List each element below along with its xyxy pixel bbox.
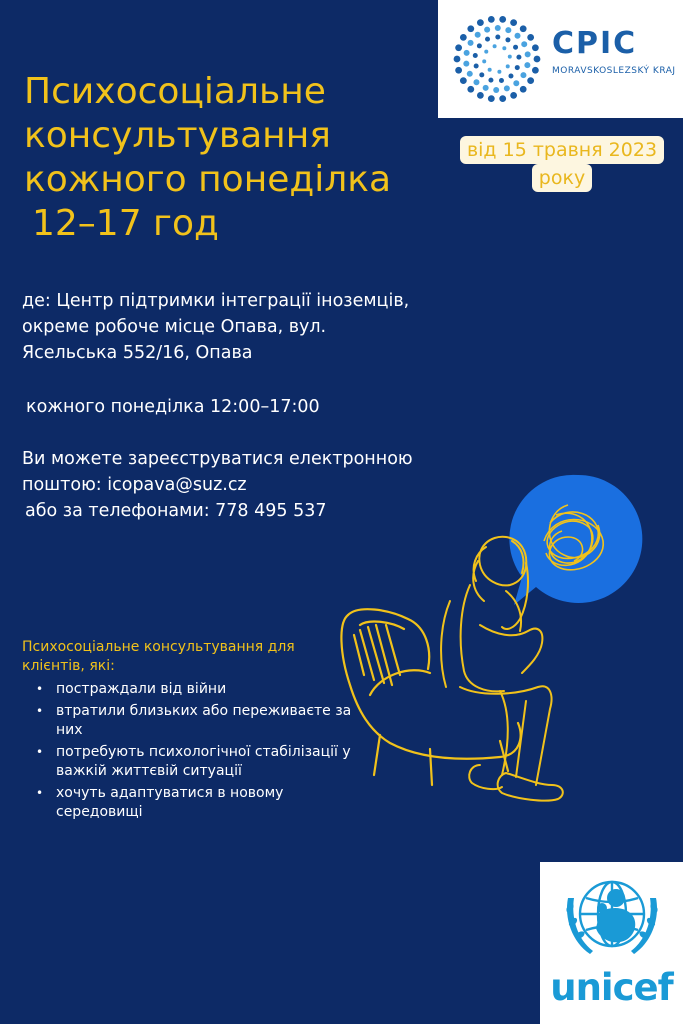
date-badge-line-1: від 15 травня 2023 bbox=[460, 136, 664, 164]
registration-line-1: Ви можете зареєструватися електронною bbox=[22, 449, 413, 469]
unicef-logo bbox=[540, 862, 683, 1024]
title-line-2: консультування bbox=[24, 115, 331, 156]
schedule-text: кожного понеділка 12:00–17:00 bbox=[26, 397, 320, 417]
title-line-1: Психосоціальне bbox=[24, 71, 326, 112]
title-line-4: 12–17 год bbox=[32, 203, 219, 244]
tangled-thought-bubble-icon bbox=[509, 475, 642, 605]
dot-circle-logo-icon bbox=[452, 14, 542, 104]
date-badge-line-2: року bbox=[532, 164, 592, 192]
date-badge bbox=[446, 136, 678, 192]
cpic-logo-name: CPIC bbox=[552, 26, 638, 61]
address-block bbox=[22, 288, 482, 366]
address-line-3: Ясельська 552/16, Опава bbox=[22, 343, 253, 363]
list-item: • постраждали від війни bbox=[34, 680, 354, 699]
unicef-emblem-icon bbox=[556, 868, 668, 968]
title-line-3: кожного понеділка bbox=[24, 159, 392, 200]
list-item: • хочуть адаптуватися в новому середовищі bbox=[34, 784, 354, 822]
list-item: • потребують психологічної стабілізації у важкій життєвій ситуації bbox=[34, 743, 354, 781]
page-title bbox=[24, 70, 444, 246]
cpic-logo-subtitle: MORAVSKOSLEZSKÝ KRAJ bbox=[552, 66, 676, 76]
registration-email[interactable]: поштою: icopava@suz.cz bbox=[22, 475, 247, 495]
sad-person-in-armchair-icon bbox=[330, 465, 660, 825]
unicef-wordmark: unicef bbox=[550, 966, 673, 1009]
cpic-logo bbox=[438, 0, 683, 118]
clients-heading: Психосоціальне консультування для клієнтів, які: bbox=[22, 639, 295, 674]
address-line-2: окреме робоче місце Опава, вул. bbox=[22, 317, 327, 337]
clients-list bbox=[34, 680, 354, 825]
list-item: • втратили близьких або переживаєте за них bbox=[34, 702, 354, 740]
registration-phone[interactable]: або за телефонами: 778 495 537 bbox=[25, 501, 327, 521]
address-line-1: де: Центр підтримки інтеграції іноземців, bbox=[22, 291, 410, 311]
